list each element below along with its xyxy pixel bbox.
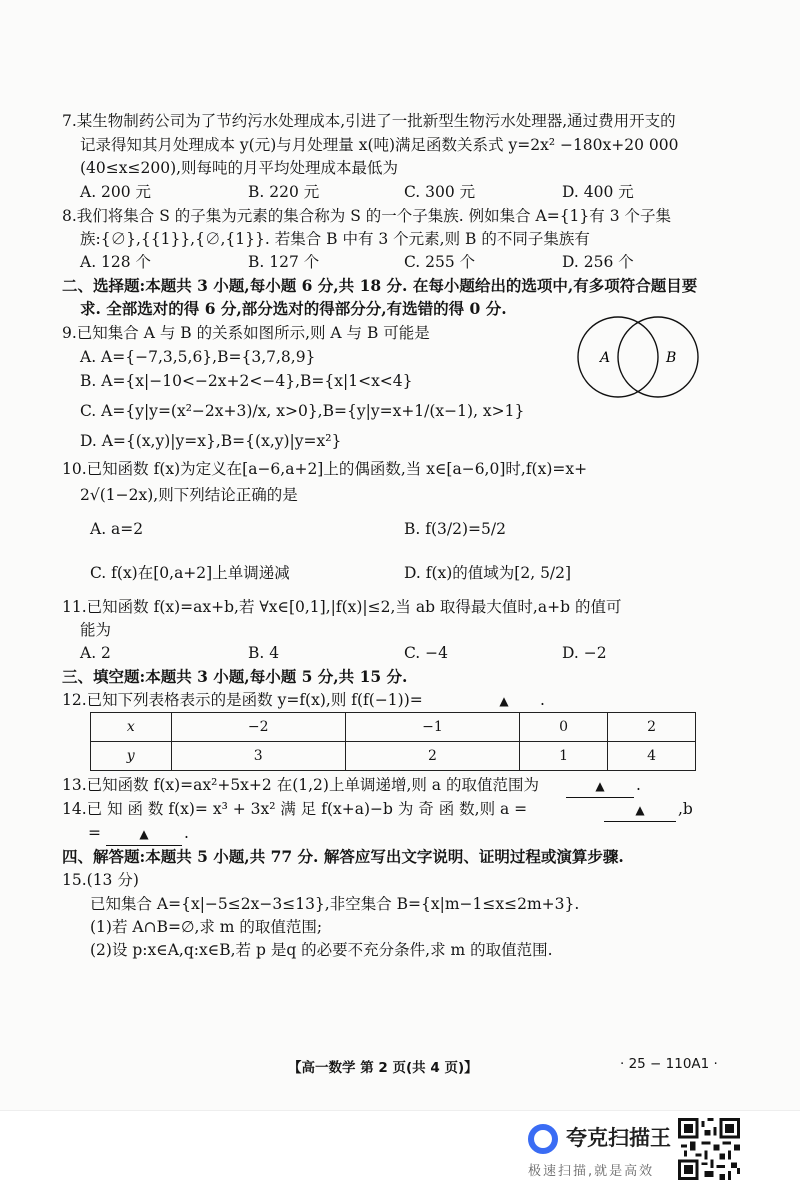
- q8-option-c: C. 255 个: [404, 253, 476, 271]
- q14-blank-b: [106, 822, 182, 846]
- q13-period: .: [636, 776, 641, 794]
- q13-stem: 13.已知函数 f(x)=ax²+5x+2 在(1,2)上单调递增,则 a 的取值范围为: [62, 776, 539, 794]
- q9-stem: 9.已知集合 A 与 B 的关系如图所示,则 A 与 B 可能是: [62, 324, 430, 342]
- q14-period: .: [184, 824, 189, 842]
- q7-option-b: B. 220 元: [248, 183, 320, 201]
- q11-option-d: D. −2: [562, 644, 607, 662]
- table-cell: x: [91, 713, 172, 742]
- q7-option-d: D. 400 元: [562, 183, 634, 201]
- q7-option-a: A. 200 元: [80, 183, 152, 201]
- table-cell: 2: [345, 742, 519, 771]
- q11-line-2: 能为: [80, 621, 112, 639]
- table-row: [91, 713, 696, 742]
- q10-option-a: A. a=2: [90, 520, 144, 538]
- q8-line-1: 8.我们将集合 S 的子集为元素的集合称为 S 的一个子集族. 例如集合 A={1}有 3 个子集: [62, 207, 671, 225]
- q13-answer-blank: [566, 774, 634, 798]
- table-cell: 3: [171, 742, 345, 771]
- q9-option-b: B. A={x|−10<−2x+2<−4},B={x|1<x<4}: [80, 372, 413, 390]
- table-cell: 2: [608, 713, 696, 742]
- q12-answer-blank: [470, 689, 538, 713]
- q9-option-d: D. A={(x,y)|y=x},B={(x,y)|y=x²}: [80, 432, 342, 450]
- q14-blank-a: [604, 798, 676, 822]
- q10-option-d: D. f(x)的值域为[2, 5/2]: [404, 564, 572, 582]
- q7-line-2: 记录得知其月处理成本 y(元)与月处理量 x(吨)满足函数关系式 y=2x² −180x+20 000: [80, 136, 679, 154]
- q12-period: .: [540, 691, 545, 709]
- q8-option-d: D. 256 个: [562, 253, 634, 271]
- q14-line-2: =: [88, 824, 101, 842]
- blank-triangle-icon: ▲: [635, 803, 645, 817]
- q10-option-b: B. f(3/2)=5/2: [404, 520, 506, 538]
- q15-line-3: (2)设 p:x∈A,q:x∈B,若 p 是q 的必要不充分条件,求 m 的取值范围.: [90, 941, 553, 959]
- scanner-logo-icon: [528, 1124, 558, 1154]
- scanner-slogan: 极速扫描,就是高效: [528, 1164, 655, 1179]
- q11-option-b: B. 4: [248, 644, 280, 662]
- paper-code: · 25 − 110A1 ·: [620, 1056, 718, 1072]
- q7-line-1: 7.某生物制药公司为了节约污水处理成本,引进了一批新型生物污水处理器,通过费用开支的: [62, 112, 676, 130]
- table-cell: −1: [345, 713, 519, 742]
- q15-heading: 15.(13 分): [62, 871, 139, 889]
- q11-line-1: 11.已知函数 f(x)=ax+b,若 ∀x∈[0,1],|f(x)|≤2,当 ab 取得最大值时,a+b 的值可: [62, 598, 622, 616]
- venn-label-b: B: [666, 350, 677, 366]
- section-4-heading: 四、解答题:本题共 5 小题,共 77 分. 解答应写出文字说明、证明过程或演算步骤.: [62, 847, 624, 866]
- function-table: [90, 712, 696, 771]
- scanner-brand-name: 夸克扫描王: [566, 1126, 671, 1150]
- venn-diagram: [568, 312, 708, 402]
- q8-option-b: B. 127 个: [248, 253, 320, 271]
- section-3-heading: 三、填空题:本题共 3 小题,每小题 5 分,共 15 分.: [62, 667, 408, 686]
- section-2-heading: 二、选择题:本题共 3 小题,每小题 6 分,共 18 分. 在每小题给出的选项中,有多项符合题目要: [62, 276, 698, 295]
- q10-option-c: C. f(x)在[0,a+2]上单调递减: [90, 564, 290, 582]
- section-2-heading-cont: 求. 全部选对的得 6 分,部分选对的得部分分,有选错的得 0 分.: [80, 299, 507, 318]
- table-cell: y: [91, 742, 172, 771]
- q9-option-c: C. A={y|y=(x²−2x+3)/x, x>0},B={y|y=x+1/(x−1), x>1}: [80, 402, 525, 420]
- q9-option-a: A. A={−7,3,5,6},B={3,7,8,9}: [80, 348, 316, 366]
- q12-stem: 12.已知下列表格表示的是函数 y=f(x),则 f(f(−1))=: [62, 691, 423, 709]
- venn-label-a: A: [600, 350, 611, 366]
- q11-option-c: C. −4: [404, 644, 449, 662]
- q14-line-1-tail: ,b: [678, 800, 693, 818]
- blank-triangle-icon: ▲: [139, 827, 149, 841]
- qr-code-icon: [678, 1118, 740, 1180]
- q8-line-2: 族:{∅},{{1}},{∅,{1}}. 若集合 B 中有 3 个元素,则 B 的不同子集族有: [80, 230, 590, 248]
- page-footer: 【高一数学 第 2 页(共 4 页)】: [288, 1060, 478, 1076]
- table-cell: 4: [608, 742, 696, 771]
- table-cell: 1: [520, 742, 608, 771]
- table-row: [91, 742, 696, 771]
- q15-line-2: (1)若 A∩B=∅,求 m 的取值范围;: [90, 918, 323, 936]
- q10-line-2: 2√(1−2x),则下列结论正确的是: [80, 486, 298, 504]
- q7-line-3: (40≤x≤200),则每吨的月平均处理成本最低为: [80, 159, 399, 177]
- table-cell: 0: [520, 713, 608, 742]
- blank-triangle-icon: ▲: [499, 694, 509, 708]
- table-cell: −2: [171, 713, 345, 742]
- blank-triangle-icon: ▲: [595, 779, 605, 793]
- q14-line-1: 14.已 知 函 数 f(x)= x³ + 3x² 满 足 f(x+a)−b 为 奇 函 数,则 a =: [62, 800, 528, 818]
- q15-line-1: 已知集合 A={x|−5≤2x−3≤13},非空集合 B={x|m−1≤x≤2m+3}.: [90, 895, 580, 913]
- q10-line-1: 10.已知函数 f(x)为定义在[a−6,a+2]上的偶函数,当 x∈[a−6,0]时,f(x)=x+: [62, 460, 588, 478]
- q8-option-a: A. 128 个: [80, 253, 152, 271]
- q7-option-c: C. 300 元: [404, 183, 476, 201]
- q11-option-a: A. 2: [80, 644, 111, 662]
